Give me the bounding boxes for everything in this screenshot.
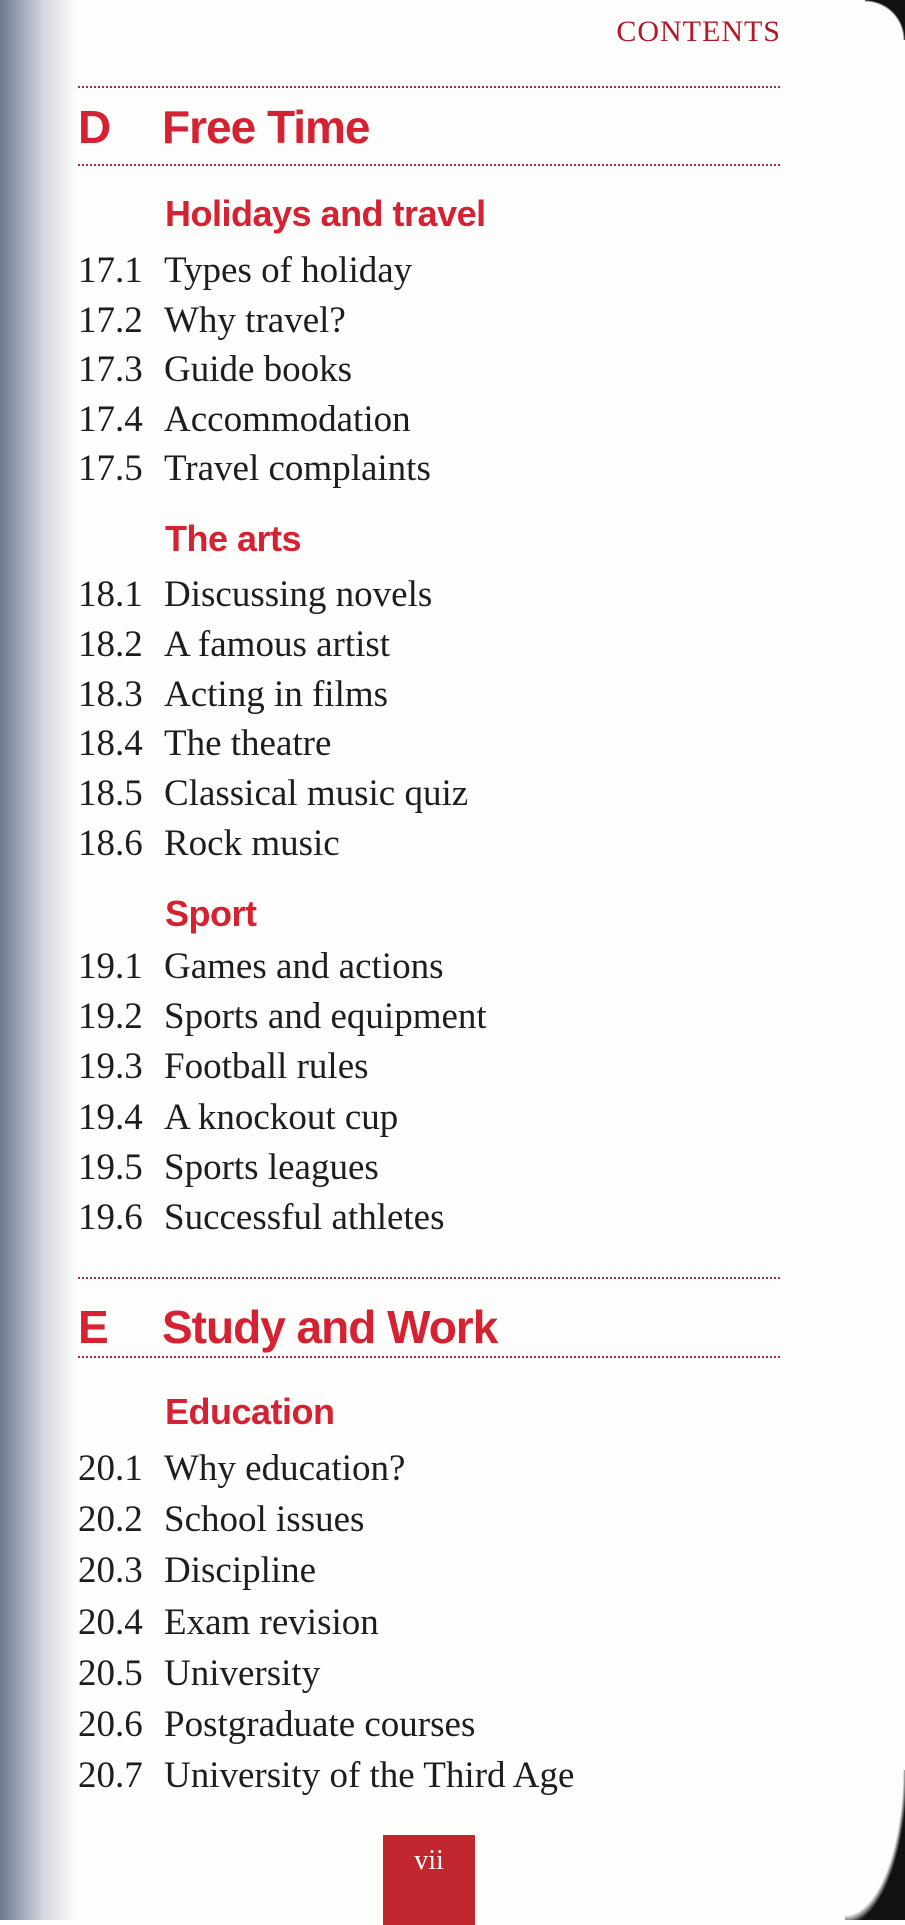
entry-number: 18.5 (78, 773, 143, 814)
entry-number: 20.3 (78, 1550, 143, 1591)
entry-number: 19.6 (78, 1197, 143, 1238)
entry-number: 18.6 (78, 823, 143, 864)
entry-number: 17.2 (78, 300, 143, 341)
section-heading: Sport (165, 893, 257, 934)
entry-title: Discussing novels (164, 574, 433, 615)
dotted-divider (78, 86, 780, 88)
toc-entry[interactable] (78, 447, 431, 493)
entry-number: 18.4 (78, 723, 143, 764)
part-letter: E (78, 1301, 108, 1353)
entry-title: The theatre (164, 723, 332, 764)
entry-title: Rock music (164, 823, 340, 864)
entry-title: Acting in films (164, 674, 389, 715)
section-heading: The arts (165, 518, 302, 559)
toc-entry[interactable] (78, 822, 340, 868)
toc-entry[interactable] (78, 1703, 475, 1749)
entry-title: Sports leagues (164, 1147, 379, 1188)
entry-title: Accommodation (164, 399, 411, 440)
entry-title: University (164, 1653, 321, 1694)
toc-entry[interactable] (78, 348, 352, 394)
entry-number: 17.5 (78, 448, 143, 489)
page-corner-bottom (845, 1770, 905, 1920)
entry-title: Classical music quiz (164, 773, 469, 814)
entry-number: 19.3 (78, 1046, 143, 1087)
entry-number: 17.4 (78, 399, 143, 440)
section-heading: Education (165, 1391, 335, 1432)
entry-number: 20.2 (78, 1499, 143, 1540)
toc-entry[interactable] (78, 249, 412, 295)
toc-entry[interactable] (78, 1754, 574, 1800)
part-title: Free Time (162, 101, 370, 153)
toc-entry[interactable] (78, 1146, 379, 1192)
entry-number: 19.2 (78, 996, 143, 1037)
entry-title: Travel complaints (164, 448, 431, 489)
entry-number: 19.4 (78, 1097, 143, 1138)
entry-title: Football rules (164, 1046, 369, 1087)
entry-number: 18.3 (78, 674, 143, 715)
entry-title: Discipline (164, 1550, 317, 1591)
entry-number: 20.4 (78, 1602, 143, 1643)
entry-number: 20.6 (78, 1704, 143, 1745)
toc-entry[interactable] (78, 623, 390, 669)
section-heading: Holidays and travel (165, 193, 486, 234)
entry-title: Games and actions (164, 946, 444, 987)
entry-number: 17.1 (78, 250, 143, 291)
entry-number: 18.1 (78, 574, 143, 615)
part-heading (78, 1300, 497, 1352)
entry-number: 19.5 (78, 1147, 143, 1188)
toc-entry[interactable] (78, 1447, 405, 1493)
entry-number: 19.1 (78, 946, 143, 987)
part-letter: D (78, 101, 111, 153)
page-number: vii (383, 1835, 475, 1925)
entry-number: 17.3 (78, 349, 143, 390)
toc-entry[interactable] (78, 1045, 369, 1091)
entry-title: A famous artist (164, 624, 391, 665)
entry-title: Why travel? (164, 300, 346, 341)
part-title: Study and Work (162, 1301, 498, 1353)
entry-number: 20.7 (78, 1755, 143, 1796)
entry-title: A knockout cup (164, 1097, 399, 1138)
entry-title: School issues (164, 1499, 365, 1540)
toc-entry[interactable] (78, 398, 411, 444)
toc-entry[interactable] (78, 722, 331, 768)
entry-title: Postgraduate courses (164, 1704, 476, 1745)
toc-entry[interactable] (78, 1601, 379, 1647)
toc-entry[interactable] (78, 673, 388, 719)
toc-entry[interactable] (78, 772, 468, 818)
entry-number: 18.2 (78, 624, 143, 665)
toc-entry[interactable] (78, 1196, 445, 1242)
entry-number: 20.1 (78, 1448, 143, 1489)
entry-title: Guide books (164, 349, 353, 390)
toc-entry[interactable] (78, 1549, 316, 1595)
toc-entry[interactable] (78, 1652, 320, 1698)
entry-title: University of the Third Age (164, 1755, 575, 1796)
entry-number: 20.5 (78, 1653, 143, 1694)
page-corner-top (865, 0, 905, 40)
toc-entry[interactable] (78, 299, 346, 345)
toc-entry[interactable] (78, 1498, 364, 1544)
entry-title: Why education? (164, 1448, 406, 1489)
toc-entry[interactable] (78, 945, 443, 991)
entry-title: Exam revision (164, 1602, 379, 1643)
running-head: CONTENTS (616, 15, 781, 48)
entry-title: Successful athletes (164, 1197, 445, 1238)
dotted-divider (78, 1277, 780, 1279)
dotted-divider (78, 1356, 780, 1358)
entry-title: Types of holiday (164, 250, 413, 291)
toc-entry[interactable] (78, 573, 432, 619)
part-heading (78, 100, 369, 152)
toc-entry[interactable] (78, 1096, 398, 1142)
book-gutter-shadow (0, 0, 75, 1920)
toc-entry[interactable] (78, 995, 487, 1041)
entry-title: Sports and equipment (164, 996, 487, 1037)
dotted-divider (78, 164, 780, 166)
